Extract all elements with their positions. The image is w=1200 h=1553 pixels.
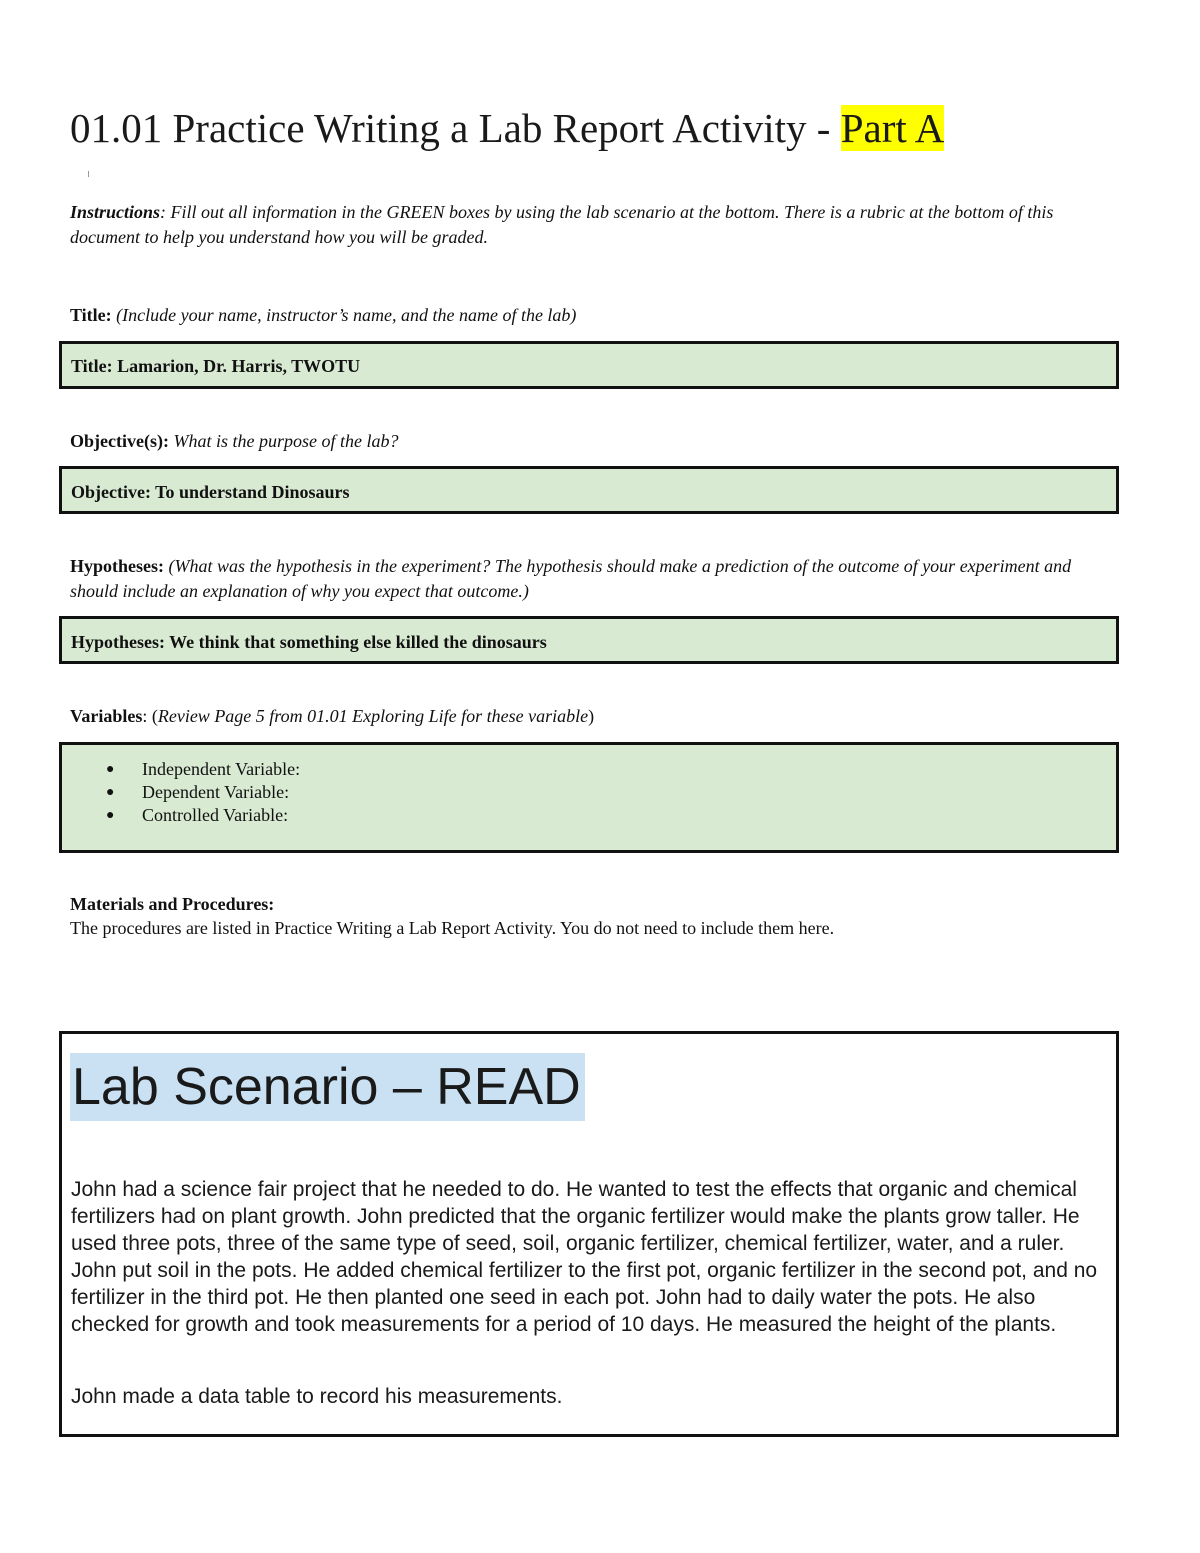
hypotheses-label: Hypotheses: xyxy=(70,556,164,576)
page-title-main: 01.01 Practice Writing a Lab Report Activity - xyxy=(70,105,841,151)
page-title-highlight: Part A xyxy=(840,105,945,151)
materials-text: The procedures are listed in Practice Writing a Lab Report Activity. You do not need to include them here. xyxy=(70,918,835,938)
title-answer-box[interactable] xyxy=(59,341,1119,389)
divider-mark xyxy=(88,171,89,177)
objective-answer-box[interactable] xyxy=(59,466,1119,514)
variables-list xyxy=(106,758,300,827)
lab-scenario-paragraph: John had a science fair project that he needed to do. He wanted to test the effects that organic and chemical fertilizers had on plant growth. John predicted that the organic fertilizer would make the plants grow taller. He used three pots, three of the same type of seed, soil, organic fertilizer, chemical fertilizer, water, and a ruler. John put soil in the pots. He added chemical fertilizer to the first pot, organic fertilizer in the second pot, and no fertilizer in the third pot. He then planted one seed in each pot. John had to daily water the pots. He also checked for growth and took measurements for a period of 10 days. He measured the height of the plants. xyxy=(71,1178,1098,1336)
hypotheses-label-line xyxy=(70,554,1100,604)
lab-scenario-heading: Lab Scenario – READ xyxy=(70,1053,585,1121)
materials-heading: Materials and Procedures: xyxy=(70,894,275,914)
variables-answer-box[interactable] xyxy=(59,742,1119,853)
variables-label: Variables xyxy=(70,706,143,726)
hypotheses-prompt: (What was the hypothesis in the experiment? The hypothesis should make a prediction of the outcome of your experiment and should include an explanation of why you expect that outcome.) xyxy=(70,556,1072,601)
instructions xyxy=(70,200,1100,250)
variables-prompt-post: ) xyxy=(588,706,595,726)
variables-prompt-pre: : ( xyxy=(142,706,158,726)
variables-label-line xyxy=(70,704,594,729)
instructions-colon: : xyxy=(160,202,167,222)
bullet-icon: ● xyxy=(106,762,115,777)
instructions-label: Instructions xyxy=(70,202,161,222)
instructions-text: Fill out all information in the GREEN boxes by using the lab scenario at the bottom. There is a rubric at the bottom of this document to help you understand how you will be graded. xyxy=(70,202,1054,247)
title-answer: Title: Lamarion, Dr. Harris, TWOTU xyxy=(71,356,361,376)
controlled-variable-label: Controlled Variable: xyxy=(142,805,289,825)
variables-prompt: Review Page 5 from 01.01 Exploring Life for these variable xyxy=(157,706,589,726)
objective-label-line xyxy=(70,429,398,454)
bullet-icon: ● xyxy=(106,785,115,800)
objective-answer: Objective: To understand Dinosaurs xyxy=(71,482,350,502)
title-label: Title: xyxy=(70,305,112,325)
dependent-variable-label: Dependent Variable: xyxy=(142,782,290,802)
hypotheses-answer: Hypotheses: We think that something else killed the dinosaurs xyxy=(71,632,547,652)
lab-scenario-paragraph-2: John made a data table to record his measurements. xyxy=(71,1385,563,1408)
title-prompt: (Include your name, instructor’s name, and the name of the lab) xyxy=(111,305,577,325)
list-item xyxy=(106,781,300,804)
title-label-line xyxy=(70,303,576,328)
list-item xyxy=(106,758,300,781)
bullet-icon: ● xyxy=(106,808,115,823)
page-title xyxy=(70,100,944,156)
independent-variable-label: Independent Variable: xyxy=(142,759,301,779)
objective-prompt: What is the purpose of the lab? xyxy=(168,431,399,451)
hypotheses-answer-box[interactable] xyxy=(59,616,1119,664)
objective-label: Objective(s): xyxy=(70,431,169,451)
lab-scenario-box xyxy=(59,1031,1119,1437)
list-item xyxy=(106,804,300,827)
